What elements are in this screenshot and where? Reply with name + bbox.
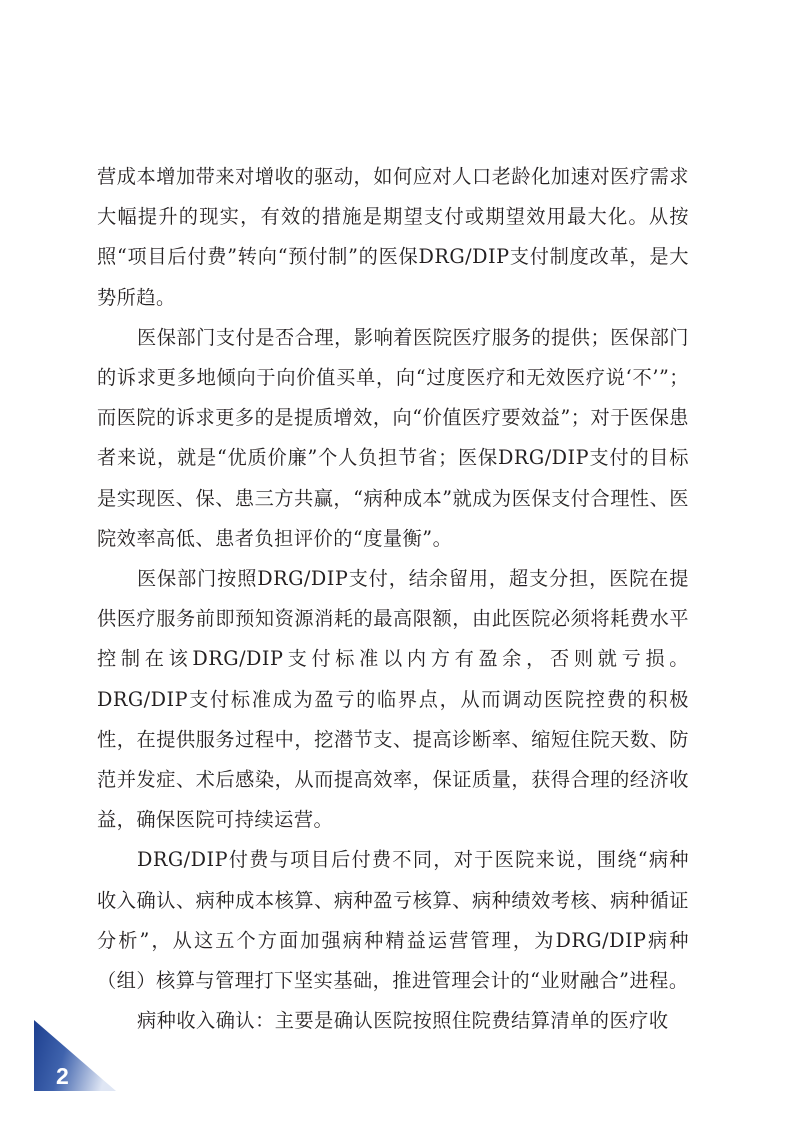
paragraph-1: 营成本增加带来对增收的驱动，如何应对人口老龄化加速对医疗需求大幅提升的现实，有效的措施是期望支付或期望效用最大化。从按照“项目后付费”转向“预付制”的医保DRG/DIP支付制度改革，是大势所趋。 bbox=[97, 165, 689, 309]
paragraph-5: 病种收入确认：主要是确认医院按照住院费结算清单的医疗收 bbox=[137, 1009, 669, 1033]
document-body bbox=[97, 157, 689, 1041]
page-number: 2 bbox=[56, 1063, 69, 1089]
paragraph-3: 医保部门按照DRG/DIP支付，结余留用，超支分担，医院在提供医疗服务前即预知资源消耗的最高限额，由此医院必须将耗费水平控制在该DRG/DIP支付标准以内方有盈余，否则就亏损。DRG/DIP支付标准成为盈亏的临界点，从而调动医院控费的积极性，在提供服务过程中，挖潜节支、提高诊断率、缩短住院天数、防范并发症、术后感染，从而提高效率，保证质量，获得合理的经济收益，确保医院可持续运营。 bbox=[97, 567, 689, 832]
paragraph-2: 医保部门支付是否合理，影响着医院医疗服务的提供；医保部门的诉求更多地倾向于向价值买单，向“过度医疗和无效医疗说‘不’”；而医院的诉求更多的是提质增效，向“价值医疗要效益”；对于医保患者来说，就是“优质价廉”个人负担节省；医保DRG/DIP支付的目标是实现医、保、患三方共赢，“病种成本”就成为医保支付合理性、医院效率高低、患者负担评价的“度量衡”。 bbox=[97, 325, 689, 550]
page-corner-decoration bbox=[34, 1020, 124, 1091]
paragraph-4: DRG/DIP付费与项目后付费不同，对于医院来说，围绕“病种收入确认、病种成本核算、病种盈亏核算、病种绩效考核、病种循证分析”，从这五个方面加强病种精益运营管理，为DRG/DIP病种（组）核算与管理打下坚实基础，推进管理会计的“业财融合”进程。 bbox=[97, 848, 689, 993]
